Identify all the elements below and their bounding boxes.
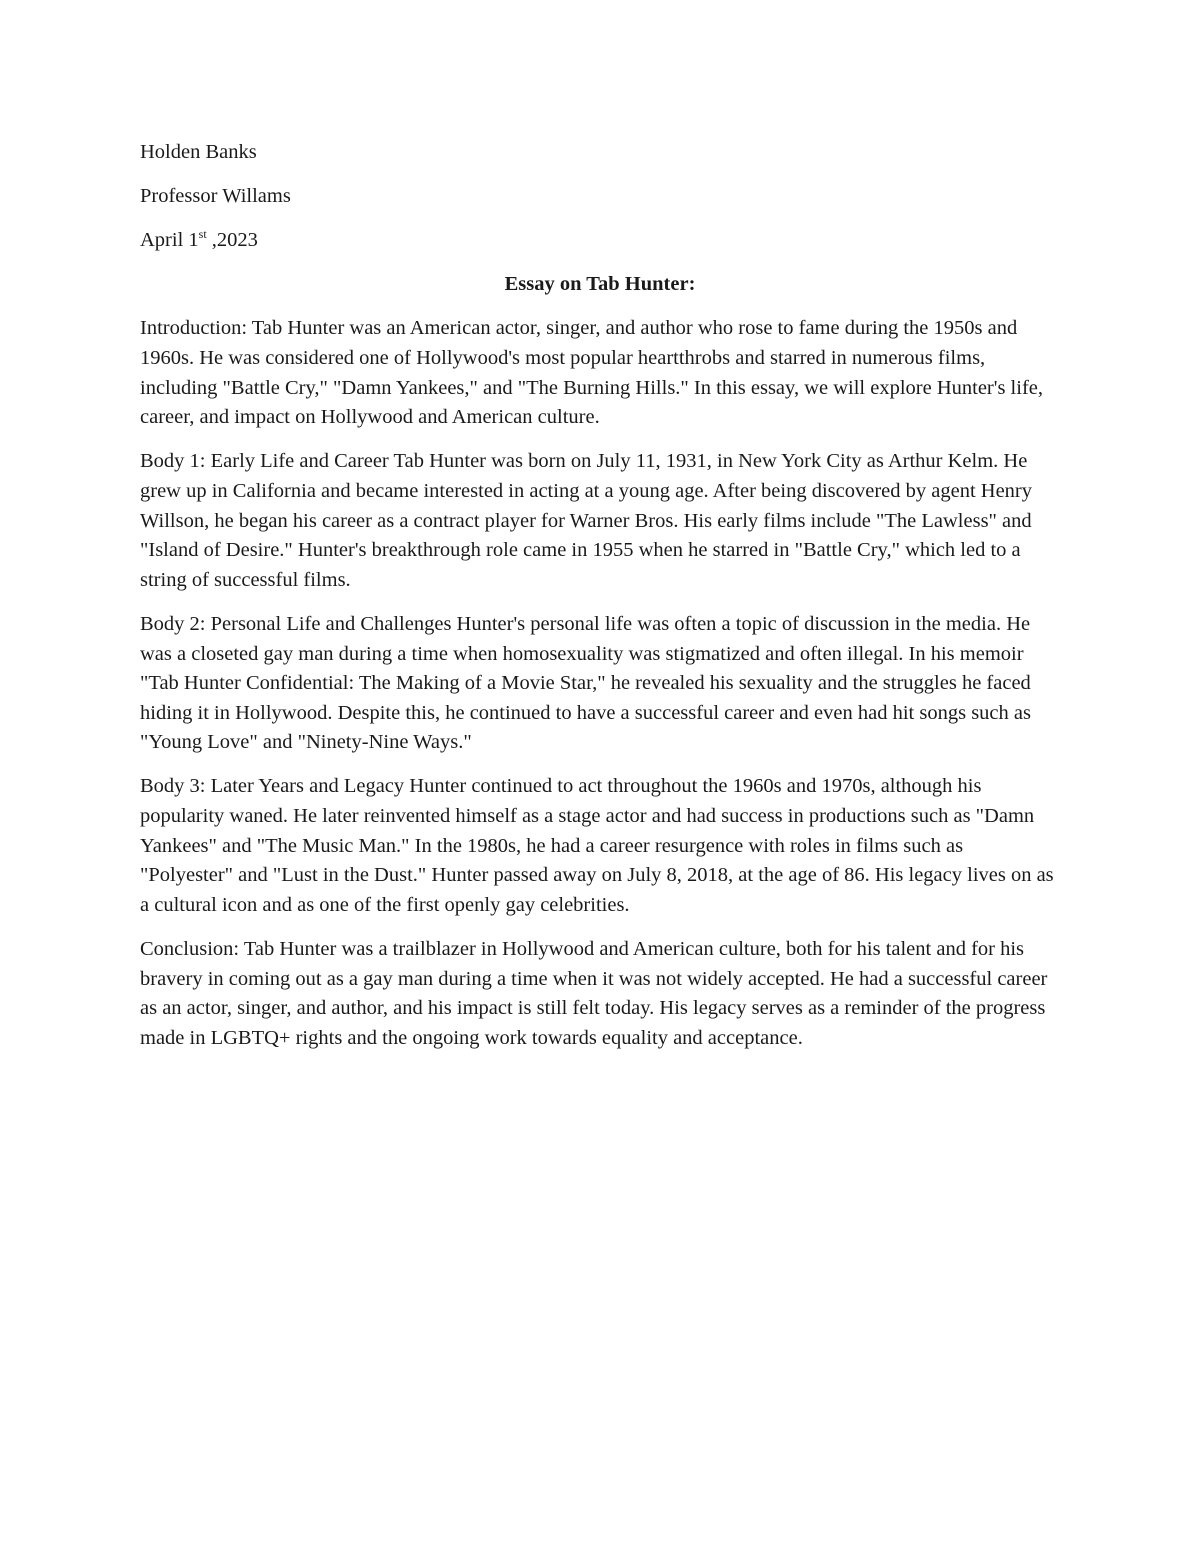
essay-title: Essay on Tab Hunter: <box>504 273 696 296</box>
paragraph-introduction: Introduction: Tab Hunter was an American actor, singer, and author who rose to fame during the 1950s and 1960s. He was considered one of Hollywood's most popular heartthrobs and starred in numerous films, including "Battle Cry," "Damn Yankees," and "The Burning Hills." In this essay, we will explore Hunter's life, career, and impact on Hollywood and American culture. <box>140 317 1043 429</box>
author-name: Holden Banks <box>140 141 257 163</box>
date-superscript: st <box>198 227 207 242</box>
paragraph-body-1: Body 1: Early Life and Career Tab Hunter was born on July 11, 1931, in New York City as Arthur Kelm. He grew up in California and became interested in acting at a young age. After being discovered by agent Henry Willson, he began his career as a contract player for Warner Bros. His early films include "The Lawless" and "Island of Desire." Hunter's breakthrough role came in 1955 when he starred in "Battle Cry," which led to a string of successful films. <box>140 450 1033 591</box>
paragraph-conclusion: Conclusion: Tab Hunter was a trailblazer in Hollywood and American culture, both for his talent and for his bravery in coming out as a gay man during a time when it was not widely accepted. He had a successful career as an actor, singer, and author, and his impact is still felt today. His legacy serves as a reminder of the progress made in LGBTQ+ rights and the ongoing work towards equality and acceptance. <box>140 938 1048 1049</box>
document-body <box>140 138 1060 1068</box>
paragraph-body-3: Body 3: Later Years and Legacy Hunter continued to act throughout the 1960s and 1970s, although his popularity waned. He later reinvented himself as a stage actor and had success in productions such as "Damn Yankees" and "The Music Man." In the 1980s, he had a career resurgence with roles in films such as "Polyester" and "Lust in the Dust." Hunter passed away on July 8, 2018, at the age of 86. His legacy lives on as a cultural icon and as one of the first openly gay celebrities. <box>140 775 1054 916</box>
essay-date <box>140 226 1060 256</box>
date-suffix: ,2023 <box>206 229 258 252</box>
date-prefix: April 1 <box>140 229 199 252</box>
professor-name: Professor Willams <box>140 185 291 208</box>
paragraph-body-2: Body 2: Personal Life and Challenges Hunter's personal life was often a topic of discussion in the media. He was a closeted gay man during a time when homosexuality was stigmatized and often illegal. In his memoir "Tab Hunter Confidential: The Making of a Movie Star," he revealed his sexuality and the struggles he faced hiding it in Hollywood. Despite this, he continued to have a successful career and even had hit songs such as "Young Love" and "Ninety-Nine Ways." <box>140 612 1031 754</box>
